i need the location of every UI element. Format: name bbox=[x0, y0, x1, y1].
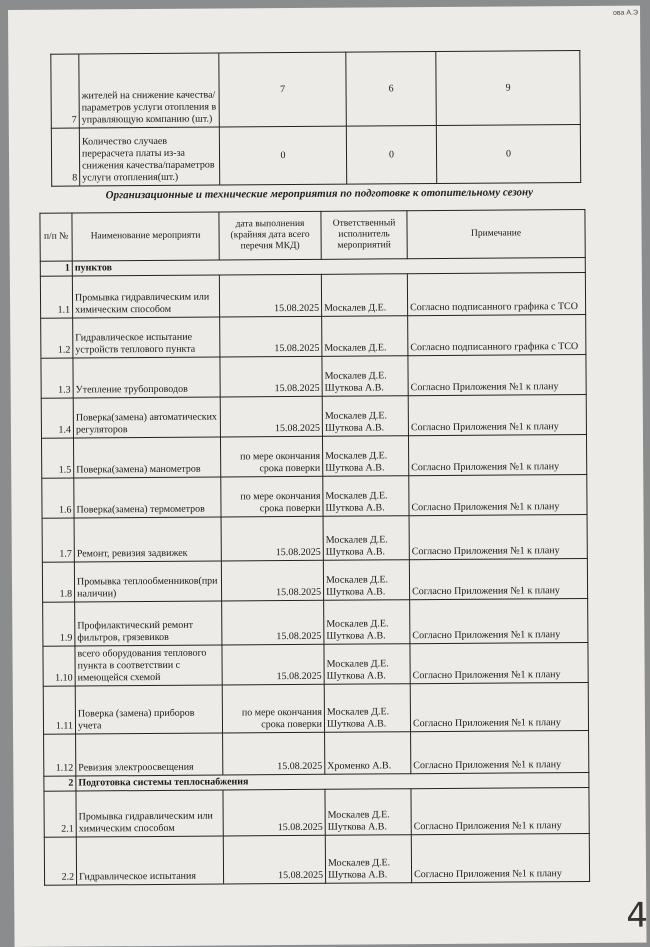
note: Согласно Приложения №1 к плану bbox=[408, 394, 586, 435]
due-date: 15.08.2025 bbox=[221, 516, 323, 561]
due-date: 15.08.2025 bbox=[219, 274, 321, 317]
due-date: 15.08.2025 bbox=[221, 560, 323, 601]
note: Согласно Приложения №1 к плану bbox=[410, 598, 588, 643]
note: Согласно Приложения №1 к плану bbox=[409, 558, 587, 599]
row-number: 1.12 bbox=[44, 734, 76, 776]
due-date: 15.08.2025 bbox=[223, 732, 325, 775]
responsible: Москалев Д.Е. Шуткова А.В. bbox=[325, 835, 411, 884]
row-number: 1.5 bbox=[41, 438, 73, 478]
section-title: пунктов bbox=[72, 257, 585, 276]
header-name: Наименование мероприяти bbox=[72, 212, 219, 261]
table-row bbox=[51, 51, 581, 129]
row-number: 1.10 bbox=[43, 646, 75, 686]
measure-name: Поверка(замена) автоматических регуляторов bbox=[73, 397, 220, 438]
due-date: 15.08.2025 bbox=[223, 835, 325, 884]
table-row bbox=[42, 558, 587, 602]
responsible: Москалев Д.Е. Шуткова А.В. bbox=[324, 684, 410, 733]
value-3: 9 bbox=[436, 51, 581, 126]
header-responsible: Ответственный исполнитель мероприятий bbox=[321, 211, 407, 260]
row-number: 2.2 bbox=[44, 837, 76, 885]
responsible: Москалев Д.Е. Шуткова А.В. bbox=[324, 600, 410, 645]
table-row bbox=[44, 787, 589, 837]
row-number: 2.1 bbox=[44, 791, 76, 837]
table-row bbox=[51, 125, 580, 187]
table-header-row bbox=[40, 209, 585, 261]
row-number: 7 bbox=[51, 54, 80, 128]
note: Согласно Приложения №1 к плану bbox=[411, 833, 589, 882]
due-date: по мере окончания срока поверки bbox=[220, 436, 322, 477]
value-2: 0 bbox=[346, 126, 436, 185]
responsible: Москалев Д.Е. Шуткова А.В. bbox=[322, 356, 408, 397]
due-date: 15.08.2025 bbox=[222, 644, 324, 685]
row-number: 8 bbox=[51, 128, 79, 186]
measure-name: Ревизия электроосвещения bbox=[76, 733, 223, 776]
measure-name: Утепление трубопроводов bbox=[73, 357, 220, 398]
table-row bbox=[41, 394, 586, 438]
due-date: 15.08.2025 bbox=[220, 356, 322, 397]
due-date: 15.08.2025 bbox=[223, 789, 325, 836]
table-row bbox=[44, 833, 589, 885]
responsible: Москалев Д.Е. Шуткова А.В. bbox=[323, 516, 409, 561]
table-row bbox=[42, 474, 587, 518]
row-number: 1.9 bbox=[43, 602, 75, 646]
section-number: 2 bbox=[44, 776, 76, 791]
table-row bbox=[41, 434, 586, 478]
measure-name: Промывка теплообменников(при наличии) bbox=[74, 561, 221, 602]
measure-name: Поверка(замена) термометров bbox=[74, 477, 221, 518]
measure-name: Гидравлическое испытания bbox=[76, 836, 223, 885]
table-row bbox=[43, 682, 588, 734]
due-date: 15.08.2025 bbox=[220, 316, 322, 357]
value-3: 0 bbox=[436, 125, 580, 184]
responsible: Москалев Д.Е. Шуткова А.В. bbox=[324, 644, 410, 685]
row-number: 1.11 bbox=[43, 686, 75, 734]
responsible: Москалев Д.Е. Шуткова А.В. bbox=[322, 396, 408, 437]
value-2: 6 bbox=[346, 52, 437, 127]
measure-name: Промывка гидравлическим или химическим способом bbox=[76, 790, 223, 837]
table-row bbox=[43, 642, 588, 686]
measure-name: Промывка гидравлическим или химическим способом bbox=[72, 275, 219, 318]
note: Согласно подписанного графика с ТСО bbox=[407, 272, 585, 315]
row-number: 1.3 bbox=[41, 358, 73, 398]
section-title: Подготовка системы теплоснабжения bbox=[76, 772, 589, 791]
row-number: 1.1 bbox=[40, 276, 72, 318]
note: Согласно Приложения №1 к плану bbox=[408, 434, 586, 475]
handwritten-page-number: 4 bbox=[626, 895, 649, 936]
measure-name: Поверка (замена) приборов учета bbox=[75, 685, 222, 734]
header-num: п/п № bbox=[40, 213, 72, 261]
table-row bbox=[40, 272, 585, 318]
section-heading: Организационные и технические мероприятия по подготовке к отопительному сезону bbox=[105, 186, 533, 202]
indicators-table bbox=[50, 50, 581, 187]
table-row bbox=[44, 730, 589, 776]
responsible: Москалев Д.Е. Шуткова А.В. bbox=[323, 560, 409, 601]
due-date: по мере окончания срока поверки bbox=[222, 684, 324, 733]
measure-name: Гидравлическое испытание устройств теплового пункта bbox=[73, 317, 220, 358]
responsible: Москалев Д.Е. Шуткова А.В. bbox=[322, 436, 408, 477]
measure-name: Профилактический ремонт фильтров, грязевиков bbox=[75, 601, 222, 646]
table-row bbox=[43, 598, 588, 646]
note: Согласно Приложения №1 к плану bbox=[410, 682, 588, 731]
note: Согласно Приложения №1 к плану bbox=[411, 787, 589, 834]
row-number: 1.2 bbox=[41, 318, 73, 358]
responsible: Москалев Д.Е. Шуткова А.В. bbox=[325, 789, 411, 836]
row-name: Количество случаев перерасчета платы из-за снижения качества/параметров услуги отопления(шт.) bbox=[79, 127, 219, 186]
responsible: Москалев Д.Е. bbox=[322, 316, 408, 357]
row-number: 1.7 bbox=[42, 518, 74, 562]
note: Согласно Приложения №1 к плану bbox=[408, 354, 586, 395]
row-number: 1.6 bbox=[42, 478, 74, 518]
measure-name: всего оборудования теплового пункта в соответствии с имеющейся схемой bbox=[75, 645, 222, 686]
note: Согласно Приложения №1 к плану bbox=[409, 514, 587, 559]
corner-text: ова А.Э bbox=[612, 9, 639, 17]
document-page bbox=[8, 6, 647, 947]
value-1: 0 bbox=[219, 126, 346, 185]
table-row bbox=[42, 514, 587, 562]
header-date: дата выполнения (крайняя дата всего перечня МКД) bbox=[219, 211, 321, 260]
row-number: 1.4 bbox=[41, 398, 73, 438]
note: Согласно подписанного графика с ТСО bbox=[408, 314, 586, 355]
due-date: 15.08.2025 bbox=[222, 600, 324, 645]
due-date: 15.08.2025 bbox=[220, 396, 322, 437]
header-note: Примечание bbox=[407, 209, 585, 258]
note: Согласно Приложения №1 к плану bbox=[411, 730, 589, 773]
table-row bbox=[41, 354, 586, 398]
row-name: жителей на снижение качества/параметров услуги отопления в управляющую компанию (шт.) bbox=[79, 53, 220, 128]
responsible: Москалев Д.Е. Шуткова А.В. bbox=[323, 476, 409, 517]
note: Согласно Приложения №1 к плану bbox=[409, 474, 587, 515]
table-row bbox=[41, 314, 586, 358]
due-date: по мере окончания срока поверки bbox=[221, 476, 323, 517]
responsible: Москалев Д.Е. bbox=[321, 274, 407, 317]
section-number: 1 bbox=[40, 261, 72, 276]
measure-name: Поверка(замена) манометров bbox=[73, 437, 220, 478]
row-number: 1.8 bbox=[42, 562, 74, 602]
measures-table bbox=[39, 209, 590, 886]
measure-name: Ремонт, ревизия задвижек bbox=[74, 517, 221, 562]
note: Согласно Приложения №1 к плану bbox=[410, 642, 588, 683]
responsible: Хроменко А.В. bbox=[325, 732, 411, 775]
value-1: 7 bbox=[219, 52, 347, 127]
